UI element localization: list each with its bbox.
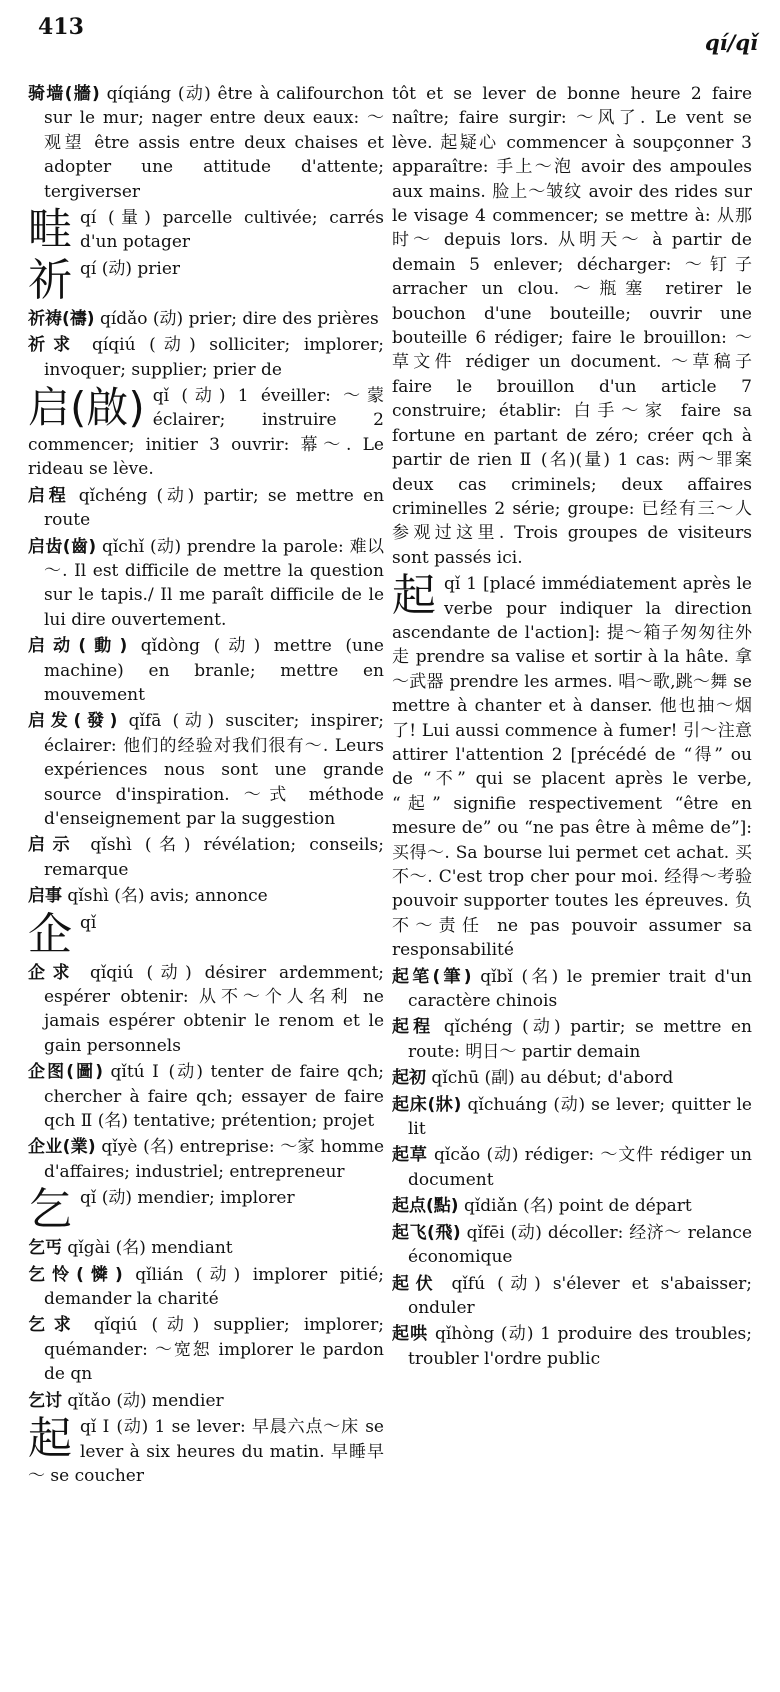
definition-text: qǐ Ⅰ (动) 1 se lever: 早晨六点～床 se lever à six heures du matin. 早睡早～ se coucher [28,1417,384,1486]
dictionary-entry [392,1066,752,1090]
character-entry [28,206,384,255]
definition-text: qǐdiǎn (名) point de départ [463,1196,692,1217]
headword: 起伏 [392,1273,440,1294]
dictionary-entry [392,965,752,1014]
definition-text: qǐfú (动) s'élever et s'abaisser; onduler [408,1273,753,1318]
character-entry [28,1415,384,1488]
dictionary-entry [28,1060,384,1133]
dictionary-entry [392,1093,752,1142]
definition-text: qǐhòng (动) 1 produire des troubles; troubler l'ordre public [408,1324,753,1369]
definition-text: qíqiú (动) solliciter; implorer; invoquer; supplier; prier de [44,335,384,380]
definition-text: qǐ 1 [placé immédiatement après le verbe pour indiquer la direction ascendante de l'action]: 提～箱子匆匆往外走 prendre sa valise et sortir à la hâte. 拿～武器 prendre les armes. 唱～歌,跳～舞 se mettre à chanter et à danser. 他也抽～烟了! Lui aussi commence à fumer! 引～注意 attirer l'attention 2 [précédé de “得” ou de “不” qui se placent après le verbe, “起” signifie respectivement “être en mesure de” ou “ne pas être à même de”]: 买得～. Sa bourse lui permet cet achat. 买不～. C'est trop cher pour moi. 经得～考验 pouvoir supporter toutes les épreuves. 负不～责任 ne pas pouvoir assumer sa responsabilité [392,574,752,961]
headword: 起点(點) [392,1196,459,1217]
dictionary-entry [28,961,384,1059]
headword-character: 企 [28,908,72,960]
definition-text: qǐchéng (动) partir; se mettre en route [44,485,385,531]
dictionary-entry [28,307,384,331]
definition-text: qǐqiú (动) désirer ardemment; espérer obtenir: 从不～个人名利 ne jamais espérer obtenir le renom et le gain personnels [44,962,385,1056]
dictionary-entry [392,1221,752,1270]
definition-text: qǐ [80,912,97,933]
definition-text: qǐ (动) 1 éveiller: ～蒙 éclairer; instruire 2 commencer; initier 3 ouvrir: 幕～. Le rideau se lève. [28,386,384,480]
dictionary-entry [28,634,384,707]
dictionary-entry [28,1236,384,1260]
definition-text: qǐfā (动) susciter; inspirer; éclairer: 他们的经验对我们很有～. Leurs expériences nous sont une grande source d'inspiration. ～式 méthode d'enseignement par la suggestion [44,711,385,829]
dictionary-entry [392,1143,752,1192]
character-entry [392,572,752,963]
headword: 起床(牀) [392,1094,462,1115]
definition-text: qǐlián (动) implorer pitié; demander la charité [44,1264,384,1310]
entry-continuation: tôt et se lever de bonne heure 2 faire naître; faire surgir: ～风了. Le vent se lève. 起疑心 commencer à soupçonner 3 apparaître: 手上～泡 avoir des ampoules aux mains. 脸上～皱纹 avoir des rides sur le visage 4 commencer; se mettre à: 从那时～ depuis lors. 从明天～ à partir de demain 5 enlever; décharger: ～钉子 arracher un clou. ～瓶塞 retirer le bouchon d'une bouteille; ouvrir une bouteille 6 rédiger; faire le brouillon: ～草文件 rédiger un document. ～草稿子 faire le brouillon d'un article 7 construire; établir: 白手～家 faire sa fortune en partant de zéro; créer qch à partir de rien Ⅱ (名)(量) 1 cas: 两～罪案 deux cas criminels; deux affaires criminelles 2 série; groupe: 已经有三～人参观过这里. Trois groupes de visiteurs sont passés ici. [392,84,752,568]
definition-text: qǐbǐ (名) le premier trait d'un caractère chinois [408,966,752,1012]
left-column [28,82,384,1490]
headword: 起草 [392,1145,428,1166]
definition-text: qǐtǎo (动) mendier [67,1390,224,1411]
definition-text: qǐchéng (动) partir; se mettre en route: 明日～ partir demain [408,1017,753,1062]
character-entry [28,254,384,306]
dictionary-entry [28,333,384,382]
definition-text: qídǎo (动) prier; dire des prières [99,308,379,329]
dictionary-entry [28,709,384,831]
headword: 企求 [28,962,78,983]
headword-character: 畦 [28,204,72,256]
dictionary-entry [28,1263,384,1312]
headword: 启示 [28,835,78,856]
headword-character: 启(啟) [28,383,145,433]
headword: 起初 [392,1068,426,1089]
headword: 起哄 [392,1324,429,1345]
headword-character: 乞 [28,1184,72,1236]
dictionary-entry [28,484,384,533]
dictionary-entry [28,1389,384,1413]
definition-text: qǐqiú (动) supplier; implorer; quémander: ～宽恕 implorer le pardon de qn [44,1315,384,1385]
definition-text: qǐfēi (动) décoller: 经济～ relance économique [408,1222,753,1268]
dictionary-entry [392,1015,752,1064]
definition-text: qǐshì (名) révélation; conseils; remarque [44,835,385,880]
character-entry [28,384,384,482]
definition-text: qǐchuáng (动) se lever; quitter le lit [408,1094,752,1140]
dictionary-entry [28,82,384,204]
dictionary-entry [28,1135,384,1184]
definition-text: qǐtú Ⅰ (动) tenter de faire qch; chercher à faire qch; essayer de faire qch Ⅱ (名) tentative; prétention; projet [44,1062,385,1132]
headword: 启动(動) [28,636,128,657]
headword: 起飞(飛) [392,1222,461,1243]
headword: 启事 [28,886,62,907]
headword: 乞丐 [28,1238,62,1259]
definition-text: qǐcǎo (动) rédiger: ～文件 rédiger un document [408,1145,753,1190]
dictionary-entry [28,1313,384,1386]
headword: 骑墙(牆) [28,84,100,104]
dictionary-entry [392,1322,752,1371]
dictionary-entry [28,884,384,908]
headword: 启程 [28,485,70,506]
headword-character: 起 [392,570,436,622]
dictionary-entry [28,833,384,882]
headword: 乞怜(憐) [28,1264,123,1285]
headword: 起程 [392,1017,435,1038]
headword: 祈求 [28,335,79,356]
dictionary-entry [392,1272,752,1321]
headword: 启齿(齒) [28,536,97,557]
definition-text: qǐchū (副) au début; d'abord [431,1068,674,1089]
dictionary-entry [28,535,384,633]
headword: 启发(發) [28,711,118,732]
headword-character: 起 [28,1413,72,1465]
dictionary-entry [392,1194,752,1218]
headword: 祈祷(禱) [28,308,95,329]
running-header: qí/qǐ [705,30,758,55]
definition-text: qíqiáng (动) être à califourchon sur le mur; nager entre deux eaux: ～观望 être assis entre deux chaises et adopter une attitude d'attente; tergiverser [44,84,384,202]
headword: 乞讨 [28,1390,62,1411]
headword: 起笔(筆) [392,966,472,987]
definition-text: qǐyè (名) entreprise: ～家 homme d'affaires; industriel; entrepreneur [44,1137,385,1182]
definition-text: qí (量) parcelle cultivée; carrés d'un potager [80,208,384,253]
definition-text: qí (动) prier [80,258,181,279]
definition-text: qǐshì (名) avis; annonce [67,886,268,907]
right-column [392,82,752,1373]
headword-character: 祈 [28,254,72,306]
definition-text: qǐchǐ (动) prendre la parole: 难以～. Il est difficile de mettre la question sur le tapis./ Il me paraît difficile de le lui dire ouvertement. [44,536,384,630]
page-number: 413 [38,14,84,40]
definition-text: qǐgài (名) mendiant [67,1238,233,1259]
headword: 乞求 [28,1315,80,1336]
definition-text: qǐdòng (动) mettre (une machine) en branle; mettre en mouvement [44,636,384,705]
character-entry [28,1186,384,1234]
character-entry [28,908,384,960]
definition-text: qǐ (动) mendier; implorer [80,1188,295,1209]
headword: 企业(業) [28,1137,96,1158]
headword: 企图(圖) [28,1062,103,1083]
